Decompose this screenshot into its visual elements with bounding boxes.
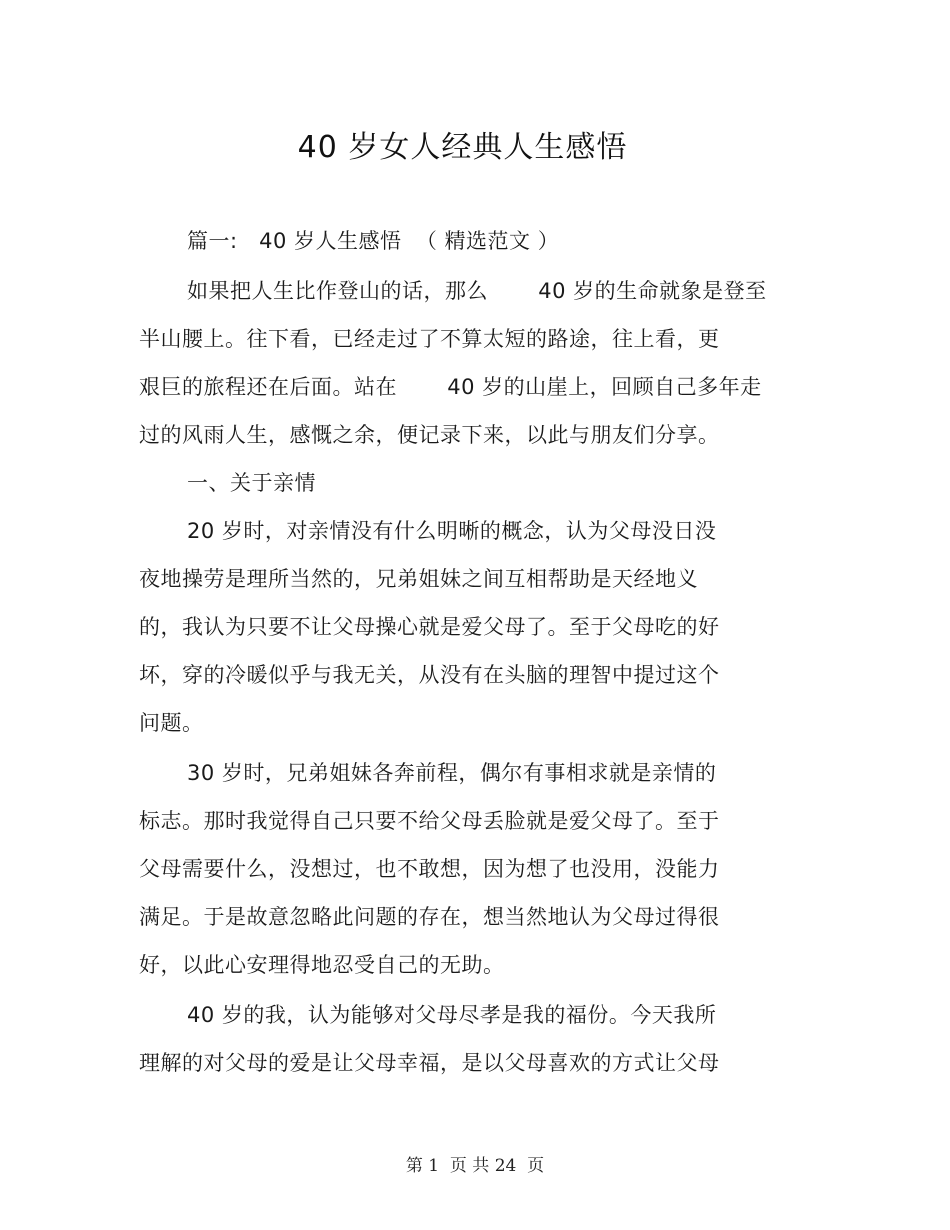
text-line: 如果把人生比作登山的话，那么 40 岁的生命就象是登至 bbox=[187, 279, 767, 303]
page-title: 40 岁女人经典人生感悟 bbox=[297, 130, 628, 165]
text-line: 40 岁的我，认为能够对父母尽孝是我的福份。今天我所 bbox=[187, 1003, 717, 1027]
text-line: 篇一: 40 岁人生感悟 （ 精选范文 ） bbox=[187, 229, 560, 253]
text-line: 夜地操劳是理所当然的，兄弟姐妹之间互相帮助是天经地义 bbox=[139, 567, 698, 591]
text-line: 坏，穿的冷暖似乎与我无关，从没有在头脑的理智中提过这个 bbox=[139, 663, 720, 687]
text-line: 30 岁时，兄弟姐妹各奔前程，偶尔有事相求就是亲情的 bbox=[187, 761, 717, 785]
text-line: 过的风雨人生，感慨之余，便记录下来，以此与朋友们分享。 bbox=[139, 423, 720, 447]
text-line: 艰巨的旅程还在后面。站在 40 岁的山崖上，回顾自己多年走 bbox=[139, 375, 762, 399]
text-line: 理解的对父母的爱是让父母幸福，是以父母喜欢的方式让父母 bbox=[139, 1051, 720, 1075]
text-line: 标志。那时我觉得自己只要不给父母丢脸就是爱父母了。至于 bbox=[139, 809, 720, 833]
text-line: 父母需要什么，没想过，也不敢想，因为想了也没用，没能力 bbox=[139, 857, 720, 881]
text-line: 问题。 bbox=[139, 711, 204, 735]
text-line: 满足。于是故意忽略此问题的存在，想当然地认为父母过得很 bbox=[139, 905, 720, 929]
section-heading: 一、关于亲情 bbox=[187, 471, 316, 495]
page-footer: 第 1 页 共 24 页 bbox=[405, 1156, 545, 1176]
text-line: 好，以此心安理得地忍受自己的无助。 bbox=[139, 953, 505, 977]
text-line: 半山腰上。往下看，已经走过了不算太短的路途，往上看，更 bbox=[139, 327, 720, 351]
text-line: 20 岁时，对亲情没有什么明晰的概念，认为父母没日没 bbox=[187, 519, 717, 543]
text-line: 的，我认为只要不让父母操心就是爱父母了。至于父母吃的好 bbox=[139, 615, 720, 639]
